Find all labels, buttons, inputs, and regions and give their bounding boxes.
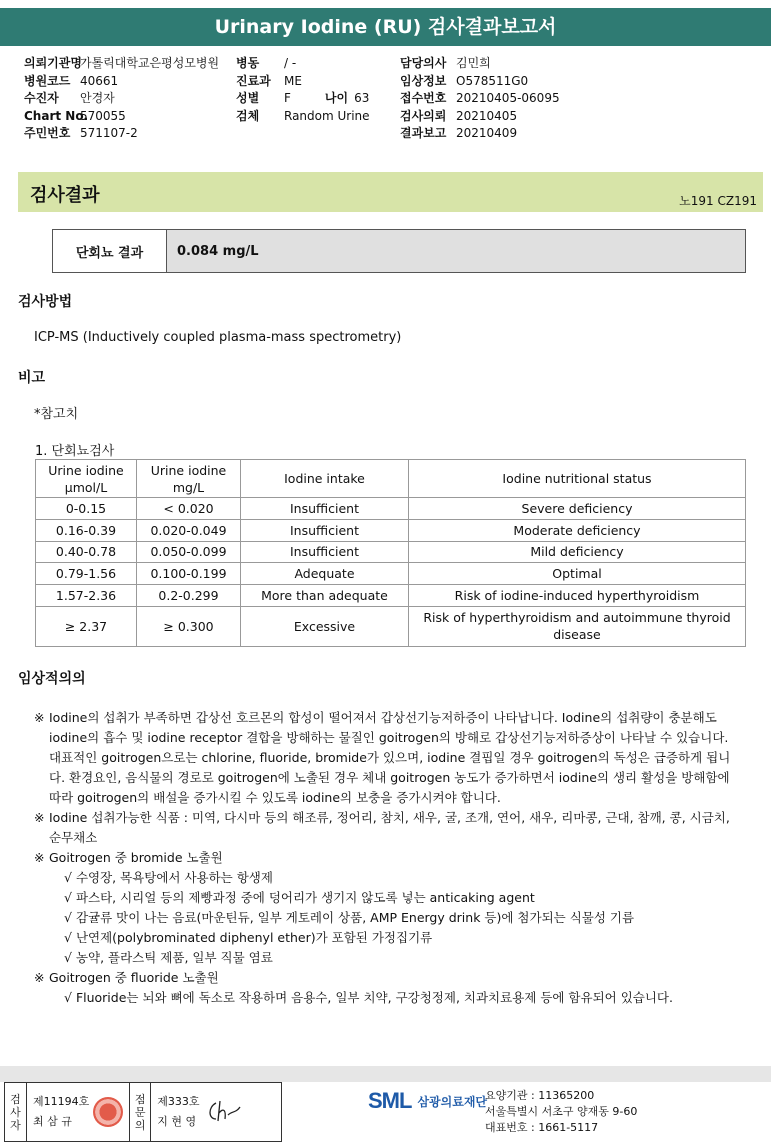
table-row	[36, 519, 746, 541]
examiner-label	[5, 1083, 27, 1141]
info-value: / -	[284, 56, 297, 70]
table-header-text: Urine iodine	[48, 462, 124, 478]
reviewer-label-char: 문	[134, 1105, 146, 1119]
table-cell: 0.100-0.199	[137, 563, 241, 585]
org-address	[485, 1088, 637, 1136]
table-cell: 0-0.15	[36, 498, 137, 520]
table-cell: 0.79-1.56	[36, 563, 137, 585]
examiner-info	[27, 1083, 89, 1141]
table-cell: Adequate	[241, 563, 409, 585]
note-mark: ※	[34, 970, 45, 985]
info-label: 수진자	[24, 91, 59, 105]
note-paragraph: 대표적인 goitrogen으로는 chlorine, fluoride, bromide가 있으며, iodine 결핍일 경우 goitrogen의 독성은 급증하게 됩니다. 환경요인, 음식물의 경로로 goitrogen에 노출된 경우 체내 goitrogen 농도가 증가하면서 iodine의 생리 활성을 방해함에 따라 goitrogen의 배설을 증가시킬 수 있도록 iodine의 보충을 증가시켜야 합니다.	[49, 750, 731, 805]
clinical-note	[34, 968, 734, 1008]
seal-stamp-icon	[93, 1097, 123, 1127]
table-header-text: Urine iodine	[150, 462, 227, 478]
info-label: 검체	[236, 108, 260, 123]
table-cell: Moderate deficiency	[409, 519, 746, 541]
org-name: 삼광의료재단	[417, 1094, 488, 1109]
patient-info-col3	[400, 55, 560, 143]
info-value: ME	[284, 73, 302, 88]
table-row	[36, 541, 746, 563]
info-value: 가톨릭대학교은평성모병원	[80, 56, 220, 70]
examiner-label-char: 사	[10, 1105, 21, 1119]
note-paragraph: Iodine 섭취가능한 식품 : 미역, 다시마 등의 해조류, 정어리, 참치, 새우, 굴, 조개, 연어, 새우, 리마콩, 근대, 참깨, 콩, 시금치, 순무채소	[49, 810, 730, 845]
info-label: 임상정보	[400, 73, 447, 88]
table-cell: Severe deficiency	[409, 498, 746, 520]
table-header-cell	[36, 460, 137, 498]
address-line: 요양기관 : 11365200	[485, 1089, 595, 1102]
method-text: ICP-MS (Inductively coupled plasma-mass spectrometry)	[34, 330, 402, 345]
org-logo	[368, 1088, 487, 1114]
table-cell: 0.020-0.049	[137, 519, 241, 541]
info-label: 주민번호	[24, 126, 71, 140]
clinical-title: 임상적의의	[18, 671, 86, 687]
note-list-item: √ 파스타, 시리얼 등의 제빵과정 중에 덩어리가 생기지 않도록 넣는 anticaking agent	[64, 890, 535, 905]
address-line: 대표번호 : 1661-5117	[485, 1121, 599, 1134]
info-value: 20210405	[456, 108, 518, 123]
table-header-cell	[409, 460, 746, 498]
patient-info-col1	[24, 55, 219, 143]
age-value: 63	[354, 91, 370, 105]
info-value: 김민희	[456, 56, 491, 70]
note-paragraph: Goitrogen 중 fluoride 노출원	[49, 970, 219, 985]
reviewer-label-char: 의	[134, 1118, 146, 1132]
info-value: 571107-2	[80, 126, 138, 140]
table-header-text: Iodine nutritional status	[502, 471, 652, 486]
table-row	[36, 498, 746, 520]
table-row	[36, 585, 746, 607]
table-title: 1. 단회뇨검사	[35, 444, 115, 459]
table-header-cell	[241, 460, 409, 498]
table-row	[36, 606, 746, 646]
table-cell: ≥ 2.37	[36, 606, 137, 646]
info-label: 접수번호	[400, 91, 447, 105]
table-cell: 0.2-0.299	[137, 585, 241, 607]
table-header-text: μmol/L	[64, 479, 108, 495]
result-section-title: 검사결과	[30, 185, 100, 206]
table-cell: Insufficient	[241, 519, 409, 541]
table-row	[36, 563, 746, 585]
info-label: 병원코드	[24, 73, 71, 88]
note-mark: ※	[34, 710, 45, 725]
table-cell: Risk of iodine-induced hyperthyroidism	[409, 585, 746, 607]
result-label: 단회뇨 결과	[53, 230, 167, 272]
table-cell: 0.16-0.39	[36, 519, 137, 541]
examiner-label-char: 자	[10, 1118, 21, 1132]
reference-table	[35, 459, 746, 647]
table-cell: Risk of hyperthyroidism and autoimmune thyroid disease	[409, 606, 746, 646]
logo-text: SML	[368, 1088, 412, 1113]
result-value: 0.084 mg/L	[167, 230, 745, 272]
signature-icon	[206, 1097, 242, 1125]
info-value: 40661	[80, 73, 119, 88]
note-list-item: √ 농약, 플라스틱 제품, 일부 직물 염료	[64, 950, 273, 965]
table-cell: Mild deficiency	[409, 541, 746, 563]
reviewer-label-char: 점	[134, 1092, 146, 1106]
info-label: 검사의뢰	[400, 108, 447, 123]
info-value: 안경자	[80, 91, 115, 105]
footer	[4, 1082, 767, 1144]
info-label: 진료과	[236, 73, 271, 88]
table-cell: ≥ 0.300	[137, 606, 241, 646]
note-list-item: √ 수영장, 목욕탕에서 사용하는 항생제	[64, 870, 273, 885]
info-value: F	[284, 91, 291, 105]
clinical-note	[34, 808, 734, 848]
footer-divider	[0, 1066, 771, 1082]
method-title: 검사방법	[18, 294, 73, 310]
table-cell: Excessive	[241, 606, 409, 646]
reference-label: *참고치	[34, 407, 79, 422]
note-mark: ※	[34, 810, 45, 825]
table-cell: Optimal	[409, 563, 746, 585]
result-box	[52, 229, 746, 273]
address-line: 서울특별시 서초구 양재동 9-60	[485, 1105, 638, 1118]
reviewer-name: 지 현 영	[157, 1115, 197, 1128]
age-label: 나이	[324, 91, 349, 105]
table-cell: Insufficient	[241, 541, 409, 563]
info-value: Random Urine	[284, 108, 370, 123]
info-value: 570055	[80, 108, 126, 123]
clinical-note	[34, 848, 734, 968]
examiner-name: 최 삼 규	[33, 1115, 72, 1128]
report-title: Urinary Iodine (RU) 검사결과보고서	[0, 8, 771, 46]
note-mark: ※	[34, 850, 45, 865]
examiner-label-char: 검	[10, 1092, 21, 1106]
clinical-note	[34, 708, 734, 808]
clinical-notes	[34, 708, 734, 1008]
patient-info-col2	[236, 55, 370, 125]
info-label: 담당의사	[400, 56, 447, 70]
table-header-text: Iodine intake	[284, 471, 365, 486]
info-label: 결과보고	[400, 126, 447, 140]
reviewer-label	[129, 1083, 151, 1141]
info-value: O578511G0	[456, 73, 529, 88]
table-cell: Insufficient	[241, 498, 409, 520]
table-header-cell	[137, 460, 241, 498]
table-cell: 0.40-0.78	[36, 541, 137, 563]
info-label: Chart No.	[24, 108, 89, 123]
info-label: 성별	[236, 91, 260, 105]
table-cell: More than adequate	[241, 585, 409, 607]
note-list-item: √ Fluoride는 뇌와 뼈에 독소로 작용하며 음용수, 일부 치약, 구강청정제, 치과치료용제 등에 함유되어 있습니다.	[64, 990, 673, 1005]
signature-box	[4, 1082, 282, 1142]
info-label: 병동	[236, 56, 260, 70]
table-cell: 1.57-2.36	[36, 585, 137, 607]
table-header-text: mg/L	[172, 479, 205, 495]
table-cell: < 0.020	[137, 498, 241, 520]
note-list-item: √ 감귤류 맛이 나는 음료(마운틴듀, 일부 게토레이 상품, AMP Energy drink 등)에 첨가되는 식물성 기름	[64, 910, 635, 925]
reviewer-license: 제333호	[157, 1095, 200, 1108]
examiner-license: 제11194호	[33, 1095, 90, 1108]
remarks-title: 비고	[18, 370, 46, 386]
info-value: 20210409	[456, 126, 518, 140]
result-section-header	[18, 172, 763, 212]
note-paragraph: Goitrogen 중 bromide 노출원	[49, 850, 223, 865]
note-list-item: √ 난연제(polybrominated diphenyl ether)가 포함된 가정집기류	[64, 930, 433, 945]
test-code: 노191 CZ191	[679, 194, 757, 208]
note-paragraph: Iodine의 섭취가 부족하면 갑상선 호르몬의 합성이 떨어져서 갑상선기능저하증이 나타납니다. Iodine의 섭취량이 충분해도 iodine의 흡수 및 iodine receptor 결합을 방해하는 물질인 goitrogen의 방해로 갑상선기능저하증상이 나타날 수 있습니다.	[49, 710, 729, 745]
reviewer-info	[151, 1083, 199, 1141]
info-label: 의뢰기관명	[24, 56, 82, 70]
info-value: 20210405-06095	[456, 91, 560, 105]
table-cell: 0.050-0.099	[137, 541, 241, 563]
